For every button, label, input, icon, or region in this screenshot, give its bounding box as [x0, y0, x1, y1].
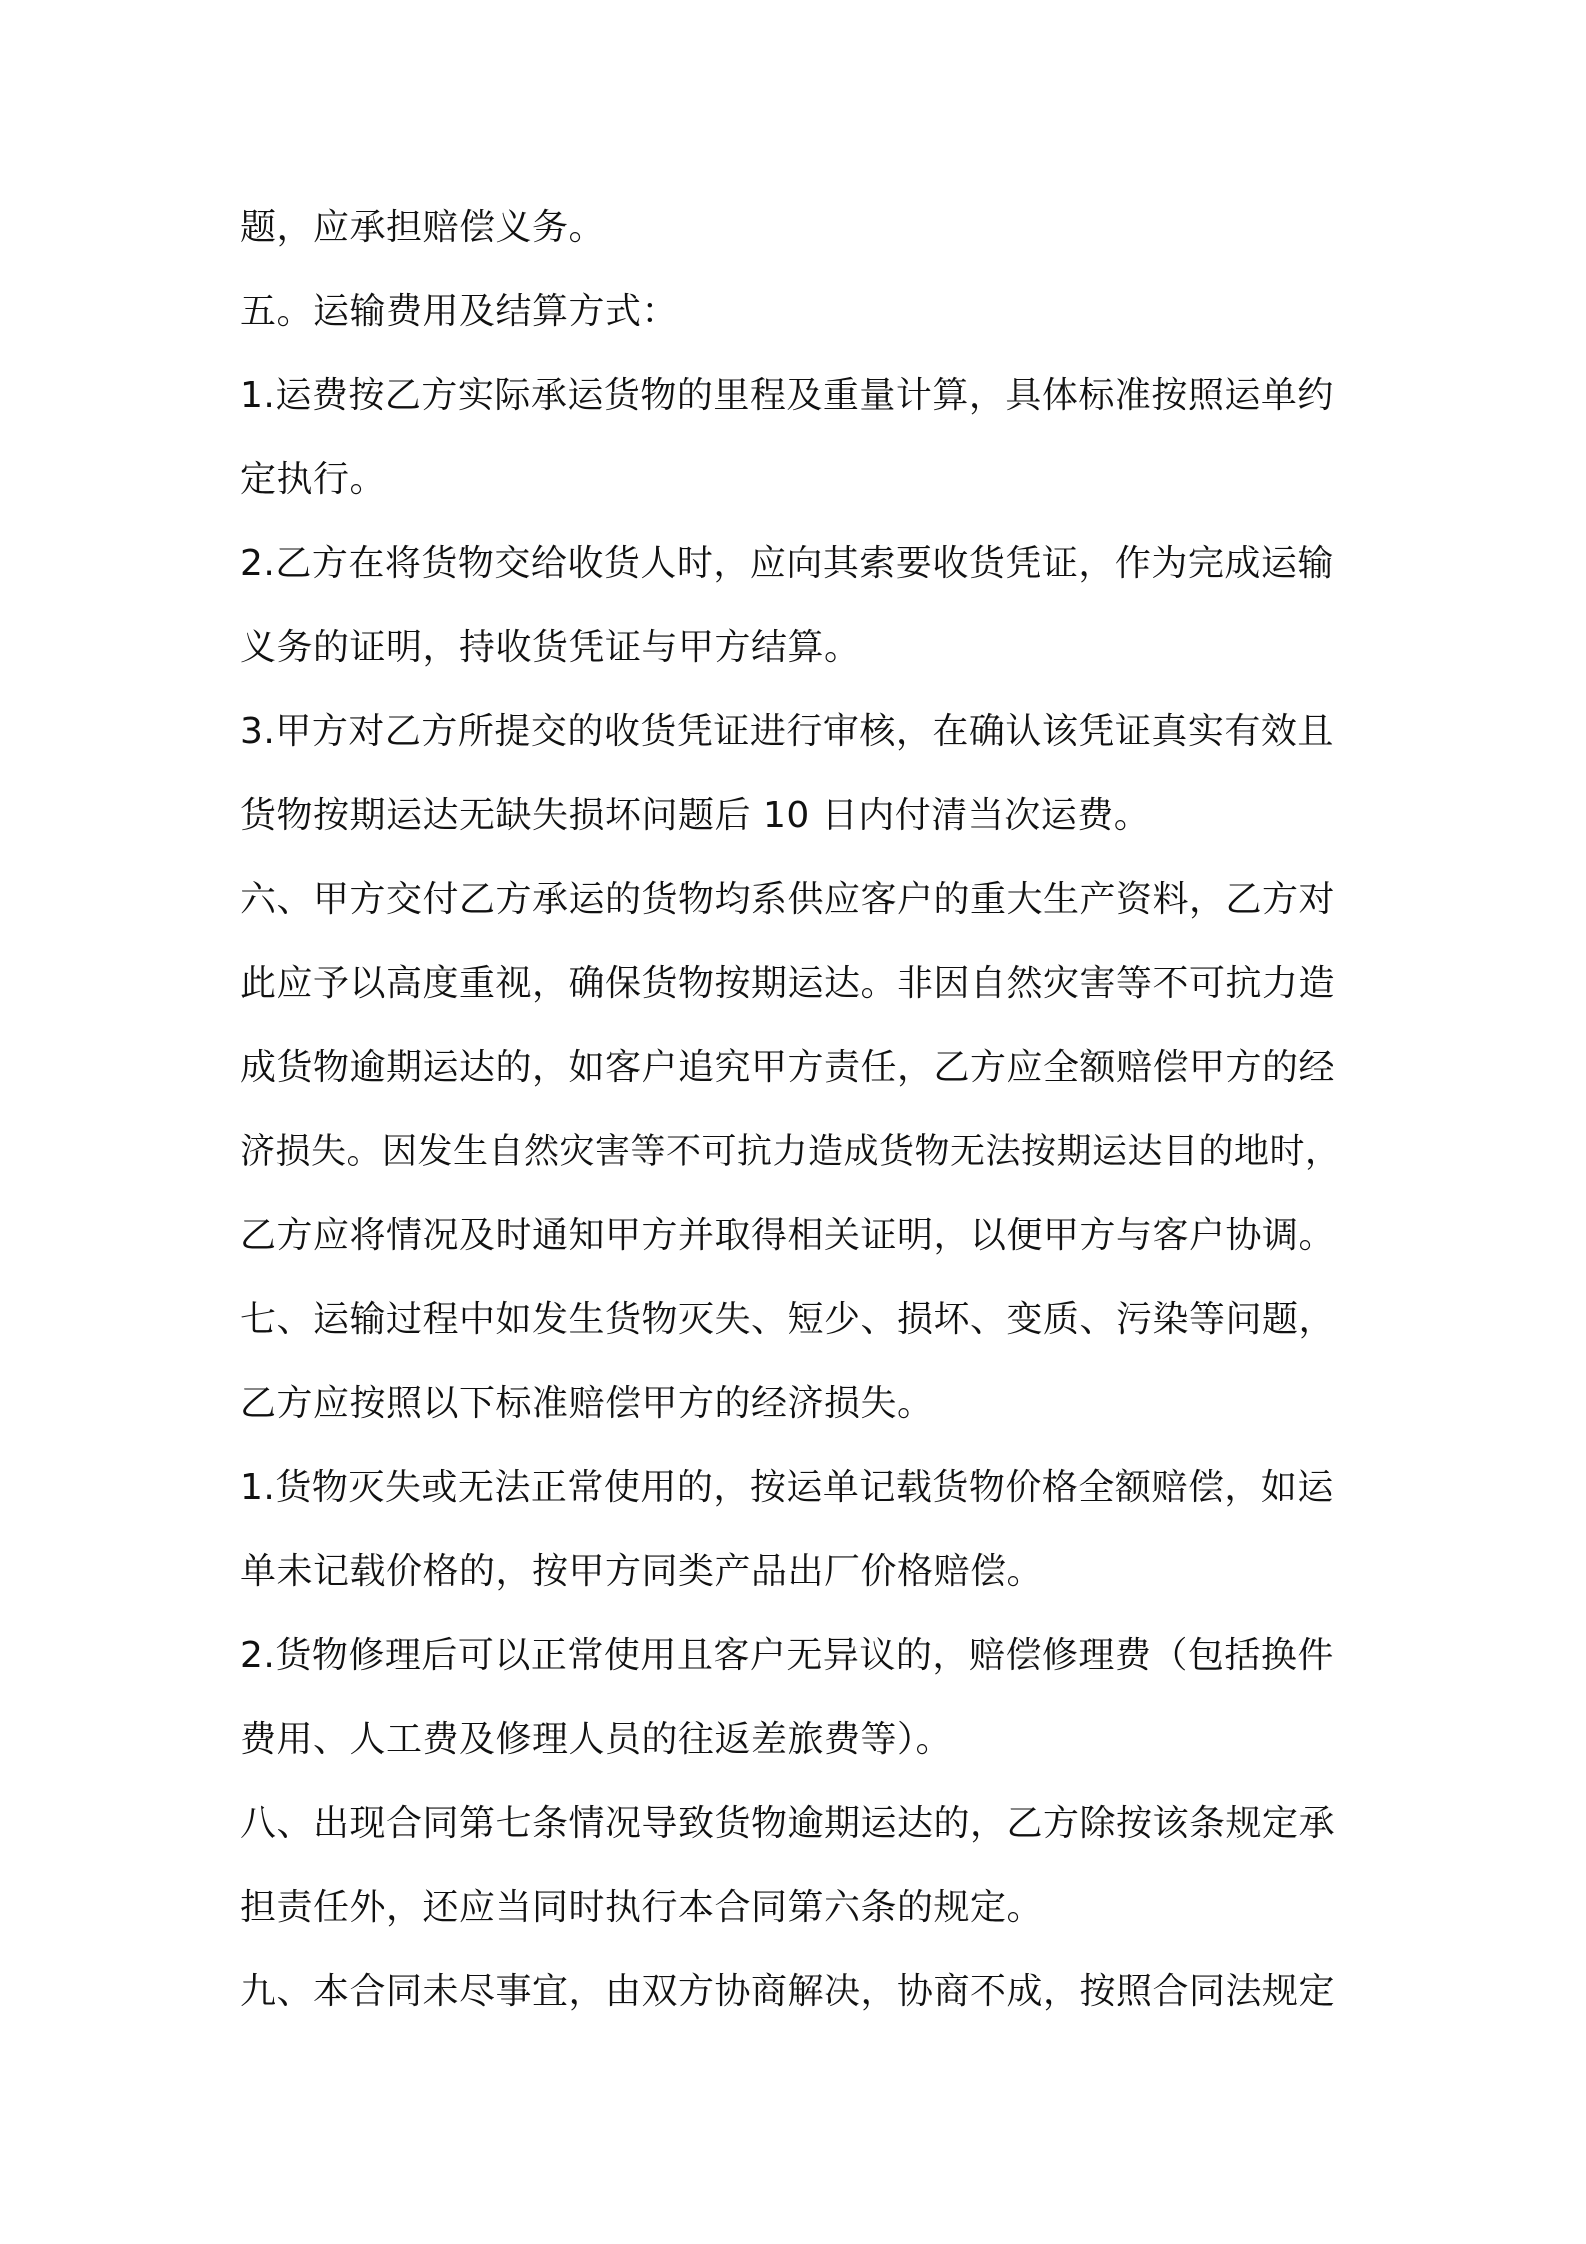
text-line: 1.运费按乙方实际承运货物的里程及重量计算，具体标准按照运单约 — [240, 375, 1334, 416]
text-line: 八、出现合同第七条情况导致货物逾期运达的，乙方除按该条规定承 — [240, 1803, 1336, 1844]
text-line: 济损失。因发生自然灾害等不可抗力造成货物无法按期运达目的地时， — [240, 1132, 1341, 1172]
text-line: 担责任外，还应当同时执行本合同第六条的规定。 — [240, 1887, 1044, 1928]
text-line: 义务的证明，持收货凭证与甲方结算。 — [240, 627, 861, 668]
text-line: 定执行。 — [240, 459, 387, 500]
text-line: 九、本合同未尽事宜，由双方协商解决，协商不成，按照合同法规定 — [240, 1971, 1336, 2012]
text-line: 3.甲方对乙方所提交的收货凭证进行审核，在确认该凭证真实有效且 — [240, 711, 1334, 752]
text-line: 费用、人工费及修理人员的往返差旅费等）。 — [240, 1719, 953, 1760]
text-line: 单未记载价格的，按甲方同类产品出厂价格赔偿。 — [240, 1551, 1044, 1592]
text-line: 成货物逾期运达的，如客户追究甲方责任，乙方应全额赔偿甲方的经 — [240, 1047, 1336, 1088]
text-line: 此应予以高度重视，确保货物按期运达。非因自然灾害等不可抗力造 — [240, 963, 1336, 1004]
text-line: 乙方应按照以下标准赔偿甲方的经济损失。 — [240, 1383, 934, 1424]
text-line: 六、甲方交付乙方承运的货物均系供应客户的重大生产资料，乙方对 — [240, 879, 1336, 920]
text-line: 1.货物灭失或无法正常使用的，按运单记载货物价格全额赔偿，如运 — [240, 1467, 1334, 1508]
text-line: 题，应承担赔偿义务。 — [240, 207, 606, 248]
text-line: 五。运输费用及结算方式： — [240, 291, 679, 332]
text-line: 2.乙方在将货物交给收货人时，应向其索要收货凭证，作为完成运输 — [240, 543, 1334, 584]
text-line: 2.货物修理后可以正常使用且客户无异议的，赔偿修理费（包括换件 — [240, 1635, 1334, 1676]
text-line: 乙方应将情况及时通知甲方并取得相关证明，以便甲方与客户协调。 — [240, 1215, 1336, 1256]
text-line: 七、运输过程中如发生货物灭失、短少、损坏、变质、污染等问题， — [240, 1299, 1336, 1340]
text-line: 货物按期运达无缺失损坏问题后 10 日内付清当次运费。 — [240, 795, 1151, 836]
